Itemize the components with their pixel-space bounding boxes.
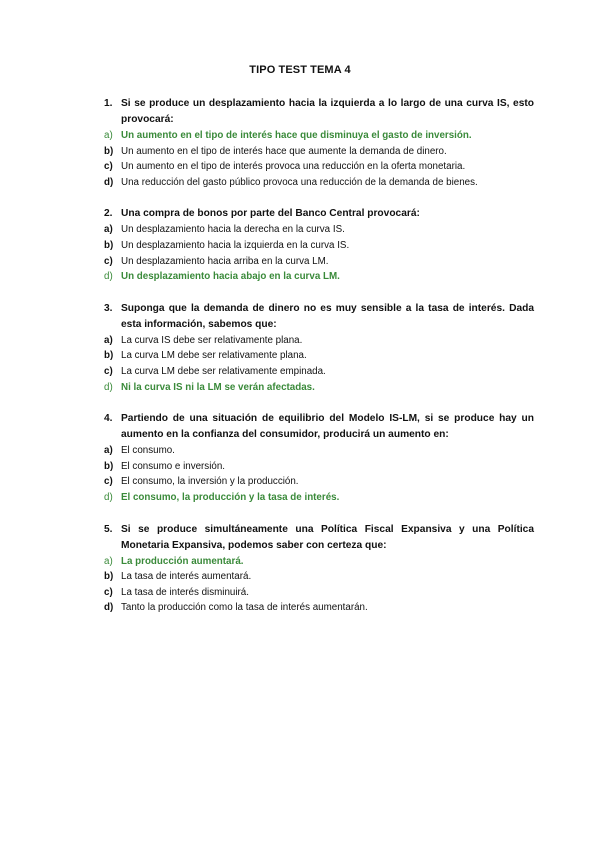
- option-letter: b): [104, 145, 114, 157]
- option-text: El consumo.: [121, 445, 175, 457]
- question-number: 4.: [104, 413, 113, 425]
- question-number: 2.: [104, 208, 113, 220]
- option-a-correct: [104, 128, 534, 144]
- option-letter: c): [104, 476, 113, 488]
- option-text: Un desplazamiento hacia la derecha en la curva IS.: [121, 224, 345, 236]
- option-text: El consumo e inversión.: [121, 460, 226, 472]
- question-3: [104, 301, 534, 395]
- option-d-correct: [104, 380, 534, 396]
- page-title: TIPO TEST TEMA 4: [249, 64, 351, 76]
- option-a: [104, 333, 534, 349]
- question-text: Una compra de bonos por parte del Banco Central provocará:: [121, 208, 420, 220]
- option-letter: a): [104, 334, 113, 346]
- question-1: [104, 96, 534, 190]
- option-letter: b): [104, 239, 114, 251]
- option-text: La tasa de interés disminuirá.: [121, 586, 249, 598]
- option-text: El consumo, la inversión y la producción.: [121, 476, 299, 488]
- option-b: [104, 144, 534, 160]
- option-letter: a): [104, 445, 113, 457]
- option-letter: b): [104, 460, 114, 472]
- option-b: [104, 569, 534, 585]
- option-c: [104, 364, 534, 380]
- option-letter: b): [104, 571, 114, 583]
- option-letter: d): [104, 271, 113, 283]
- option-letter: a): [104, 224, 113, 236]
- option-text: La producción aumentará.: [121, 555, 244, 567]
- option-a: [104, 443, 534, 459]
- option-b: [104, 348, 534, 364]
- option-letter: c): [104, 255, 113, 267]
- question-heading: [104, 301, 534, 333]
- option-text: Tanto la producción como la tasa de interés aumentarán.: [121, 602, 368, 614]
- option-d: [104, 600, 534, 616]
- option-d: [104, 175, 534, 191]
- question-4: [104, 411, 534, 505]
- option-text: Una reducción del gasto público provoca una reducción de la demanda de bienes.: [121, 176, 478, 188]
- option-a: [104, 222, 534, 238]
- option-text: La curva LM debe ser relativamente plana.: [121, 350, 307, 362]
- option-letter: d): [104, 602, 114, 614]
- option-letter: d): [104, 176, 114, 188]
- option-b: [104, 459, 534, 475]
- option-text: Un aumento en el tipo de interés hace que disminuya el gasto de inversión.: [121, 130, 472, 141]
- option-text: Un aumento en el tipo de interés hace que aumente la demanda de dinero.: [121, 145, 447, 157]
- option-c: [104, 585, 534, 601]
- option-d-correct: [104, 490, 534, 506]
- option-a-correct: [104, 554, 534, 570]
- question-number: 1.: [104, 98, 113, 109]
- question-text: Suponga que la demanda de dinero no es muy sensible a la tasa de interés. Dada esta información, sabemos que:: [121, 302, 534, 330]
- question-heading: [104, 96, 534, 128]
- option-letter: c): [104, 161, 113, 173]
- option-letter: c): [104, 586, 113, 598]
- option-letter: d): [104, 381, 113, 393]
- option-letter: b): [104, 350, 114, 362]
- option-c: [104, 159, 534, 175]
- question-heading: [104, 206, 534, 222]
- question-2: [104, 206, 534, 284]
- question-heading: [104, 411, 534, 443]
- option-c: [104, 474, 534, 490]
- option-text: Un aumento en el tipo de interés provoca una reducción en la oferta monetaria.: [121, 161, 466, 173]
- option-letter: d): [104, 491, 113, 503]
- option-c: [104, 254, 534, 270]
- question-number: 5.: [104, 523, 113, 535]
- question-heading: [104, 522, 534, 554]
- option-letter: c): [104, 365, 113, 377]
- option-letter: a): [104, 130, 113, 141]
- option-text: La curva IS debe ser relativamente plana.: [121, 334, 303, 346]
- option-d-correct: [104, 269, 534, 285]
- question-number: 3.: [104, 302, 113, 314]
- option-text: Ni la curva IS ni la LM se verán afectadas.: [121, 381, 315, 393]
- option-text: Un desplazamiento hacia la izquierda en la curva IS.: [121, 239, 350, 251]
- question-text: Si se produce un desplazamiento hacia la izquierda a lo largo de una curva IS, esto provocará:: [121, 98, 534, 125]
- option-b: [104, 238, 534, 254]
- question-list: [104, 96, 534, 632]
- option-text: La curva LM debe ser relativamente empinada.: [121, 365, 326, 377]
- question-5: [104, 522, 534, 616]
- option-text: La tasa de interés aumentará.: [121, 571, 252, 583]
- question-text: Si se produce simultáneamente una Política Fiscal Expansiva y una Política Monetaria Expansiva, podemos saber con certeza que:: [121, 523, 534, 551]
- option-text: El consumo, la producción y la tasa de interés.: [121, 491, 340, 503]
- option-text: Un desplazamiento hacia arriba en la curva LM.: [121, 255, 329, 267]
- option-letter: a): [104, 555, 113, 567]
- question-text: Partiendo de una situación de equilibrio del Modelo IS-LM, si se produce hay un aumento en la confianza del consumidor, producirá un aumento en:: [121, 413, 534, 441]
- option-text: Un desplazamiento hacia abajo en la curva LM.: [121, 271, 340, 283]
